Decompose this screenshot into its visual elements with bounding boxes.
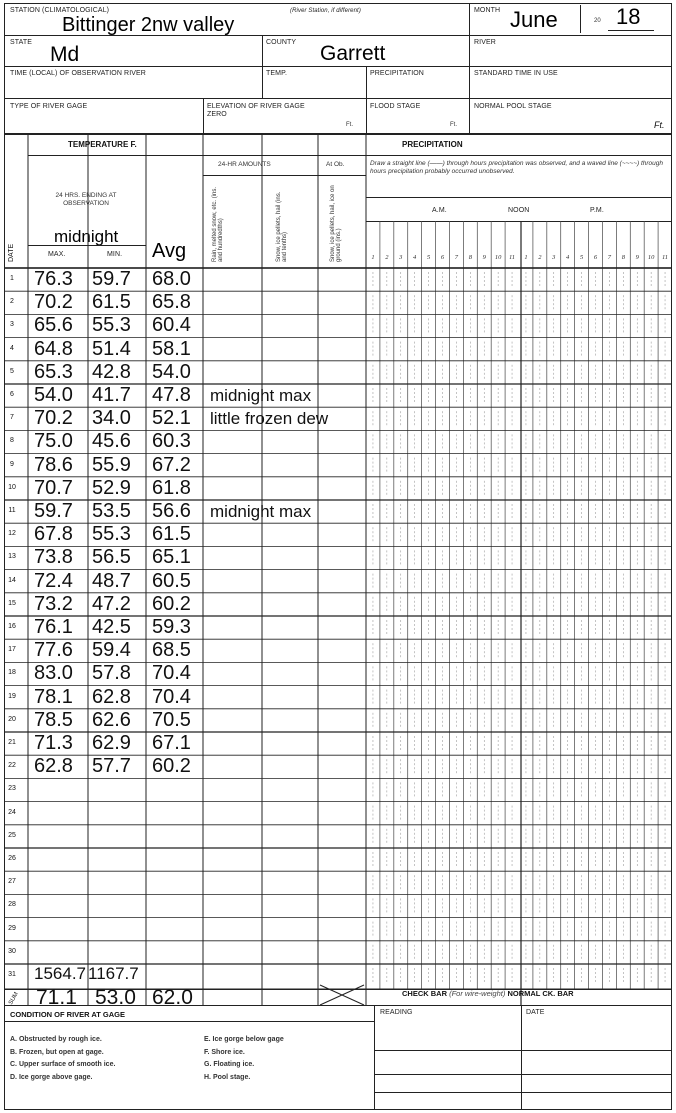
row-min: 1167.7 <box>88 964 139 983</box>
temperature-title: TEMPERATURE F. <box>68 140 137 149</box>
obs-time-value: midnight <box>54 227 119 246</box>
row-min: 45.6 <box>92 430 131 453</box>
sum-cross <box>318 984 366 1006</box>
row-min: 57.7 <box>92 755 131 778</box>
row-avg: 60.5 <box>152 569 191 592</box>
hour-number: 8 <box>621 254 625 261</box>
row-date: 4 <box>10 344 14 352</box>
row-date: 11 <box>8 507 16 514</box>
avg-header-value: Avg <box>152 240 187 262</box>
table-row <box>4 918 366 941</box>
hour-number: 10 <box>494 254 502 261</box>
row-min: 34.0 <box>92 407 131 430</box>
row-avg: 59.3 <box>152 616 191 638</box>
elevation-ft: Ft. <box>346 122 353 128</box>
table-row <box>4 755 366 778</box>
precipitation-title: PRECIPITATION <box>402 140 463 149</box>
condition-item: G. Floating ice. <box>204 1061 255 1068</box>
row-max: 73.8 <box>34 546 73 569</box>
river-label: RIVER <box>474 39 496 46</box>
row-date: 30 <box>8 947 16 955</box>
station-value: Bittinger 2nw valley <box>62 14 235 36</box>
row-min: 57.8 <box>92 662 131 685</box>
row-avg: 65.1 <box>152 546 191 569</box>
row-avg: 61.8 <box>152 476 191 499</box>
hour-ticks-header <box>366 221 672 266</box>
table-row <box>4 894 366 917</box>
sum-label: SUM <box>8 991 20 1006</box>
elevation-label: ELEVATION OF RIVER GAGE ZERO <box>207 103 305 118</box>
row-avg: 54.0 <box>152 360 191 383</box>
temp-label: TEMP. <box>266 70 287 77</box>
precip-header-label: PRECIPITATION <box>370 70 424 77</box>
table-row <box>4 477 366 500</box>
hour-number: 8 <box>468 254 472 261</box>
row-date: 27 <box>8 878 16 886</box>
row-note: little frozen dew <box>210 409 329 429</box>
row-max: 70.7 <box>34 476 73 499</box>
snow-label: Snow, ice pellets, hail (ins. and tenths) <box>276 191 289 262</box>
row-max: 70.2 <box>34 291 73 314</box>
conditions-right <box>204 1034 284 1084</box>
table-row <box>4 686 366 709</box>
ground-label: Snow, ice pellets, hail, ice on ground (ins.) <box>330 185 343 262</box>
row-avg: 61.5 <box>152 523 191 546</box>
table-row <box>4 314 366 337</box>
table-row <box>4 639 366 662</box>
row-max: 71.3 <box>34 732 73 754</box>
conditions-left <box>10 1034 115 1084</box>
row-date: 13 <box>8 553 16 561</box>
condition-item: B. Frozen, but open at gage. <box>10 1048 104 1056</box>
row-date: 3 <box>10 321 14 329</box>
row-date: 24 <box>8 808 16 816</box>
table-row <box>4 523 366 546</box>
hour-number: 5 <box>426 254 431 261</box>
row-date: 19 <box>8 692 16 700</box>
date-label: DATE <box>8 243 15 262</box>
row-avg: 60.3 <box>152 430 191 453</box>
row-date: 9 <box>10 460 14 468</box>
draw-note: Draw a straight line (——) through hours precipitation was observed, and a waved line (~~~~) through hours precipitation probably occurred unobserved. <box>370 160 664 176</box>
row-avg: 67.1 <box>152 732 191 754</box>
row-note: midnight max <box>210 502 312 521</box>
row-min: 53.5 <box>92 500 131 522</box>
row-date: 25 <box>8 831 16 839</box>
pool-ft: Ft. <box>654 120 665 130</box>
row-max: 70.2 <box>34 407 73 430</box>
row-min: 55.9 <box>92 453 131 476</box>
table-row <box>4 709 366 732</box>
table-row <box>4 662 366 685</box>
row-max: 67.8 <box>34 523 73 546</box>
time-label: TIME (LOCAL) OF OBSERVATION RIVER <box>10 70 146 77</box>
row-date: 18 <box>8 669 16 677</box>
table-row <box>4 732 366 755</box>
table-row <box>4 430 366 453</box>
row-min: 62.9 <box>92 732 131 754</box>
row-avg: 68.5 <box>152 639 191 662</box>
row-date: 20 <box>8 715 16 723</box>
row-date: 8 <box>10 437 14 445</box>
row-max: 59.7 <box>34 500 73 522</box>
row-note: midnight max <box>210 386 312 405</box>
table-row <box>4 941 366 964</box>
hour-number: 1 <box>371 254 375 261</box>
county-value: Garrett <box>320 42 386 65</box>
max-label: MAX. <box>48 251 66 258</box>
row-avg: 70.5 <box>152 708 191 731</box>
row-avg: 67.2 <box>152 453 191 476</box>
condition-item: E. Ice gorge below gage <box>204 1036 284 1043</box>
table-row <box>4 291 366 314</box>
table-row <box>4 407 366 430</box>
row-max: 78.6 <box>34 453 73 476</box>
row-avg: 70.4 <box>152 662 191 685</box>
standard-time-label: STANDARD TIME IN USE <box>474 70 558 77</box>
row-date: 14 <box>8 576 16 584</box>
table-row <box>4 871 366 894</box>
row-date: 10 <box>8 483 16 491</box>
row-min: 55.3 <box>92 314 131 337</box>
hour-number: 7 <box>454 254 459 261</box>
table-row <box>4 546 366 569</box>
row-min: 42.8 <box>92 360 131 383</box>
row-max: 73.2 <box>34 592 73 615</box>
year-prefix: 20 <box>594 18 601 24</box>
observation-form <box>4 0 674 1113</box>
flood-ft: Ft. <box>450 122 457 128</box>
row-min: 55.3 <box>92 523 131 546</box>
table-row <box>4 338 366 361</box>
hour-number: 4 <box>566 254 570 261</box>
row-max: 54.0 <box>34 384 73 406</box>
row-date: 16 <box>8 623 16 630</box>
row-min: 48.7 <box>92 569 131 592</box>
min-label: MIN. <box>107 251 123 258</box>
sum-min: 53.0 <box>95 986 136 1009</box>
row-date: 1 <box>10 275 14 282</box>
hour-number: 9 <box>635 254 639 261</box>
table-row <box>4 268 366 291</box>
row-max: 76.3 <box>34 268 73 290</box>
row-max: 76.1 <box>34 616 73 638</box>
row-max: 64.8 <box>34 337 73 360</box>
sum-avg: 62.0 <box>152 986 193 1009</box>
row-date: 21 <box>8 739 16 746</box>
row-max: 75.0 <box>34 430 73 453</box>
row-max: 65.3 <box>34 360 73 383</box>
row-avg: 65.8 <box>152 291 191 314</box>
year-value: 18 <box>616 4 641 29</box>
hour-number: 9 <box>482 254 486 261</box>
river-gage-label: TYPE OF RIVER GAGE <box>10 103 88 110</box>
row-min: 56.5 <box>92 546 131 569</box>
hour-number: 2 <box>538 254 542 261</box>
row-max: 78.5 <box>34 708 73 731</box>
noon-label: NOON <box>508 207 530 214</box>
row-avg: 47.8 <box>152 384 191 406</box>
row-avg: 60.2 <box>152 755 191 778</box>
reading-label: READING <box>380 1009 413 1016</box>
hour-number: 4 <box>413 254 417 261</box>
row-date: 2 <box>10 298 14 306</box>
normal-ck-bar: NORMAL CK. BAR <box>507 989 574 998</box>
amounts-label: 24-HR AMOUNTS <box>218 161 271 168</box>
rain-label: Rain, melted snow, etc. (ins. and hundredths) <box>212 186 225 262</box>
row-min: 52.9 <box>92 476 131 499</box>
row-avg: 60.2 <box>152 592 191 615</box>
hour-number: 2 <box>385 254 389 261</box>
row-min: 41.7 <box>92 384 131 406</box>
hour-number: 6 <box>440 254 445 261</box>
row-avg: 60.4 <box>152 314 191 337</box>
row-date: 28 <box>8 901 16 909</box>
row-max: 62.8 <box>34 755 73 778</box>
footer-date-label: DATE <box>526 1009 545 1016</box>
table-row <box>4 570 366 593</box>
table-row <box>4 848 366 871</box>
row-date: 7 <box>10 414 14 422</box>
row-min: 42.5 <box>92 616 131 638</box>
table-row <box>4 802 366 825</box>
row-max: 72.4 <box>34 569 73 592</box>
hrs-ending-label: 24 HRS. ENDING AT OBSERVATION <box>55 192 117 208</box>
hour-number: 11 <box>662 254 669 261</box>
flood-stage-label: FLOOD STAGE <box>370 103 421 110</box>
month-value: June <box>510 7 558 32</box>
at-ob-label: At Ob. <box>326 161 345 168</box>
table-row <box>4 454 366 477</box>
pool-stage-label: NORMAL POOL STAGE <box>474 103 552 110</box>
row-date: 29 <box>8 924 16 932</box>
hour-number: 6 <box>593 254 598 261</box>
row-date: 15 <box>8 599 16 607</box>
hour-number: 7 <box>607 254 612 261</box>
row-max: 77.6 <box>34 639 73 662</box>
am-label: A.M. <box>432 207 447 214</box>
row-avg: 58.1 <box>152 337 191 360</box>
table-row <box>4 593 366 616</box>
check-bar-label: CHECK BAR <box>402 989 447 998</box>
table-row <box>4 500 366 523</box>
pm-label: P.M. <box>590 207 604 214</box>
row-max: 78.1 <box>34 685 73 708</box>
hour-number: 5 <box>579 254 584 261</box>
river-station-label: (River Station, if different) <box>290 8 361 14</box>
row-max: 1564.7 <box>34 964 86 983</box>
row-min: 61.5 <box>92 291 131 314</box>
row-min: 62.6 <box>92 708 131 731</box>
row-date: 12 <box>8 530 16 538</box>
row-date: 17 <box>8 646 16 654</box>
condition-item: D. Ice gorge above gage. <box>10 1073 93 1081</box>
table-row <box>4 964 366 987</box>
check-bar-title <box>402 989 574 998</box>
table-row <box>4 361 366 384</box>
hour-number: 11 <box>509 254 516 261</box>
table-row <box>4 616 366 639</box>
county-label: COUNTY <box>266 39 297 46</box>
condition-item: F. Shore ice. <box>204 1048 245 1056</box>
condition-item: A. Obstructed by rough ice. <box>10 1036 102 1043</box>
check-bar-sub: (For wire-weight) <box>449 989 506 998</box>
table-row <box>4 825 366 848</box>
state-value: Md <box>50 43 80 66</box>
condition-item: H. Pool stage. <box>204 1073 251 1081</box>
sum-max: 71.1 <box>36 986 77 1009</box>
station-label: STATION (CLIMATOLOGICAL) <box>10 7 110 14</box>
month-label: MONTH <box>474 7 501 14</box>
state-label: STATE <box>10 39 33 46</box>
row-date: 23 <box>8 785 16 793</box>
row-max: 83.0 <box>34 662 73 685</box>
row-min: 51.4 <box>92 337 131 360</box>
hour-number: 1 <box>524 254 528 261</box>
hour-number: 10 <box>647 254 655 261</box>
condition-item: C. Upper surface of smooth ice. <box>10 1061 116 1068</box>
row-avg: 56.6 <box>152 500 191 522</box>
row-avg: 52.1 <box>152 407 191 430</box>
row-date: 26 <box>8 855 16 862</box>
hour-number: 3 <box>552 254 556 261</box>
row-date: 5 <box>10 367 14 375</box>
hour-number: 3 <box>399 254 403 261</box>
row-min: 47.2 <box>92 592 131 615</box>
row-min: 62.8 <box>92 685 131 708</box>
row-avg: 68.0 <box>152 268 191 290</box>
row-date: 6 <box>10 391 14 398</box>
row-date: 22 <box>8 762 16 770</box>
row-max: 65.6 <box>34 314 73 337</box>
row-avg: 70.4 <box>152 685 191 708</box>
row-min: 59.7 <box>92 268 131 290</box>
table-row <box>4 778 366 801</box>
row-date: 31 <box>8 971 16 978</box>
condition-title: CONDITION OF RIVER AT GAGE <box>10 1010 126 1019</box>
table-row <box>4 384 366 407</box>
row-min: 59.4 <box>92 639 131 662</box>
